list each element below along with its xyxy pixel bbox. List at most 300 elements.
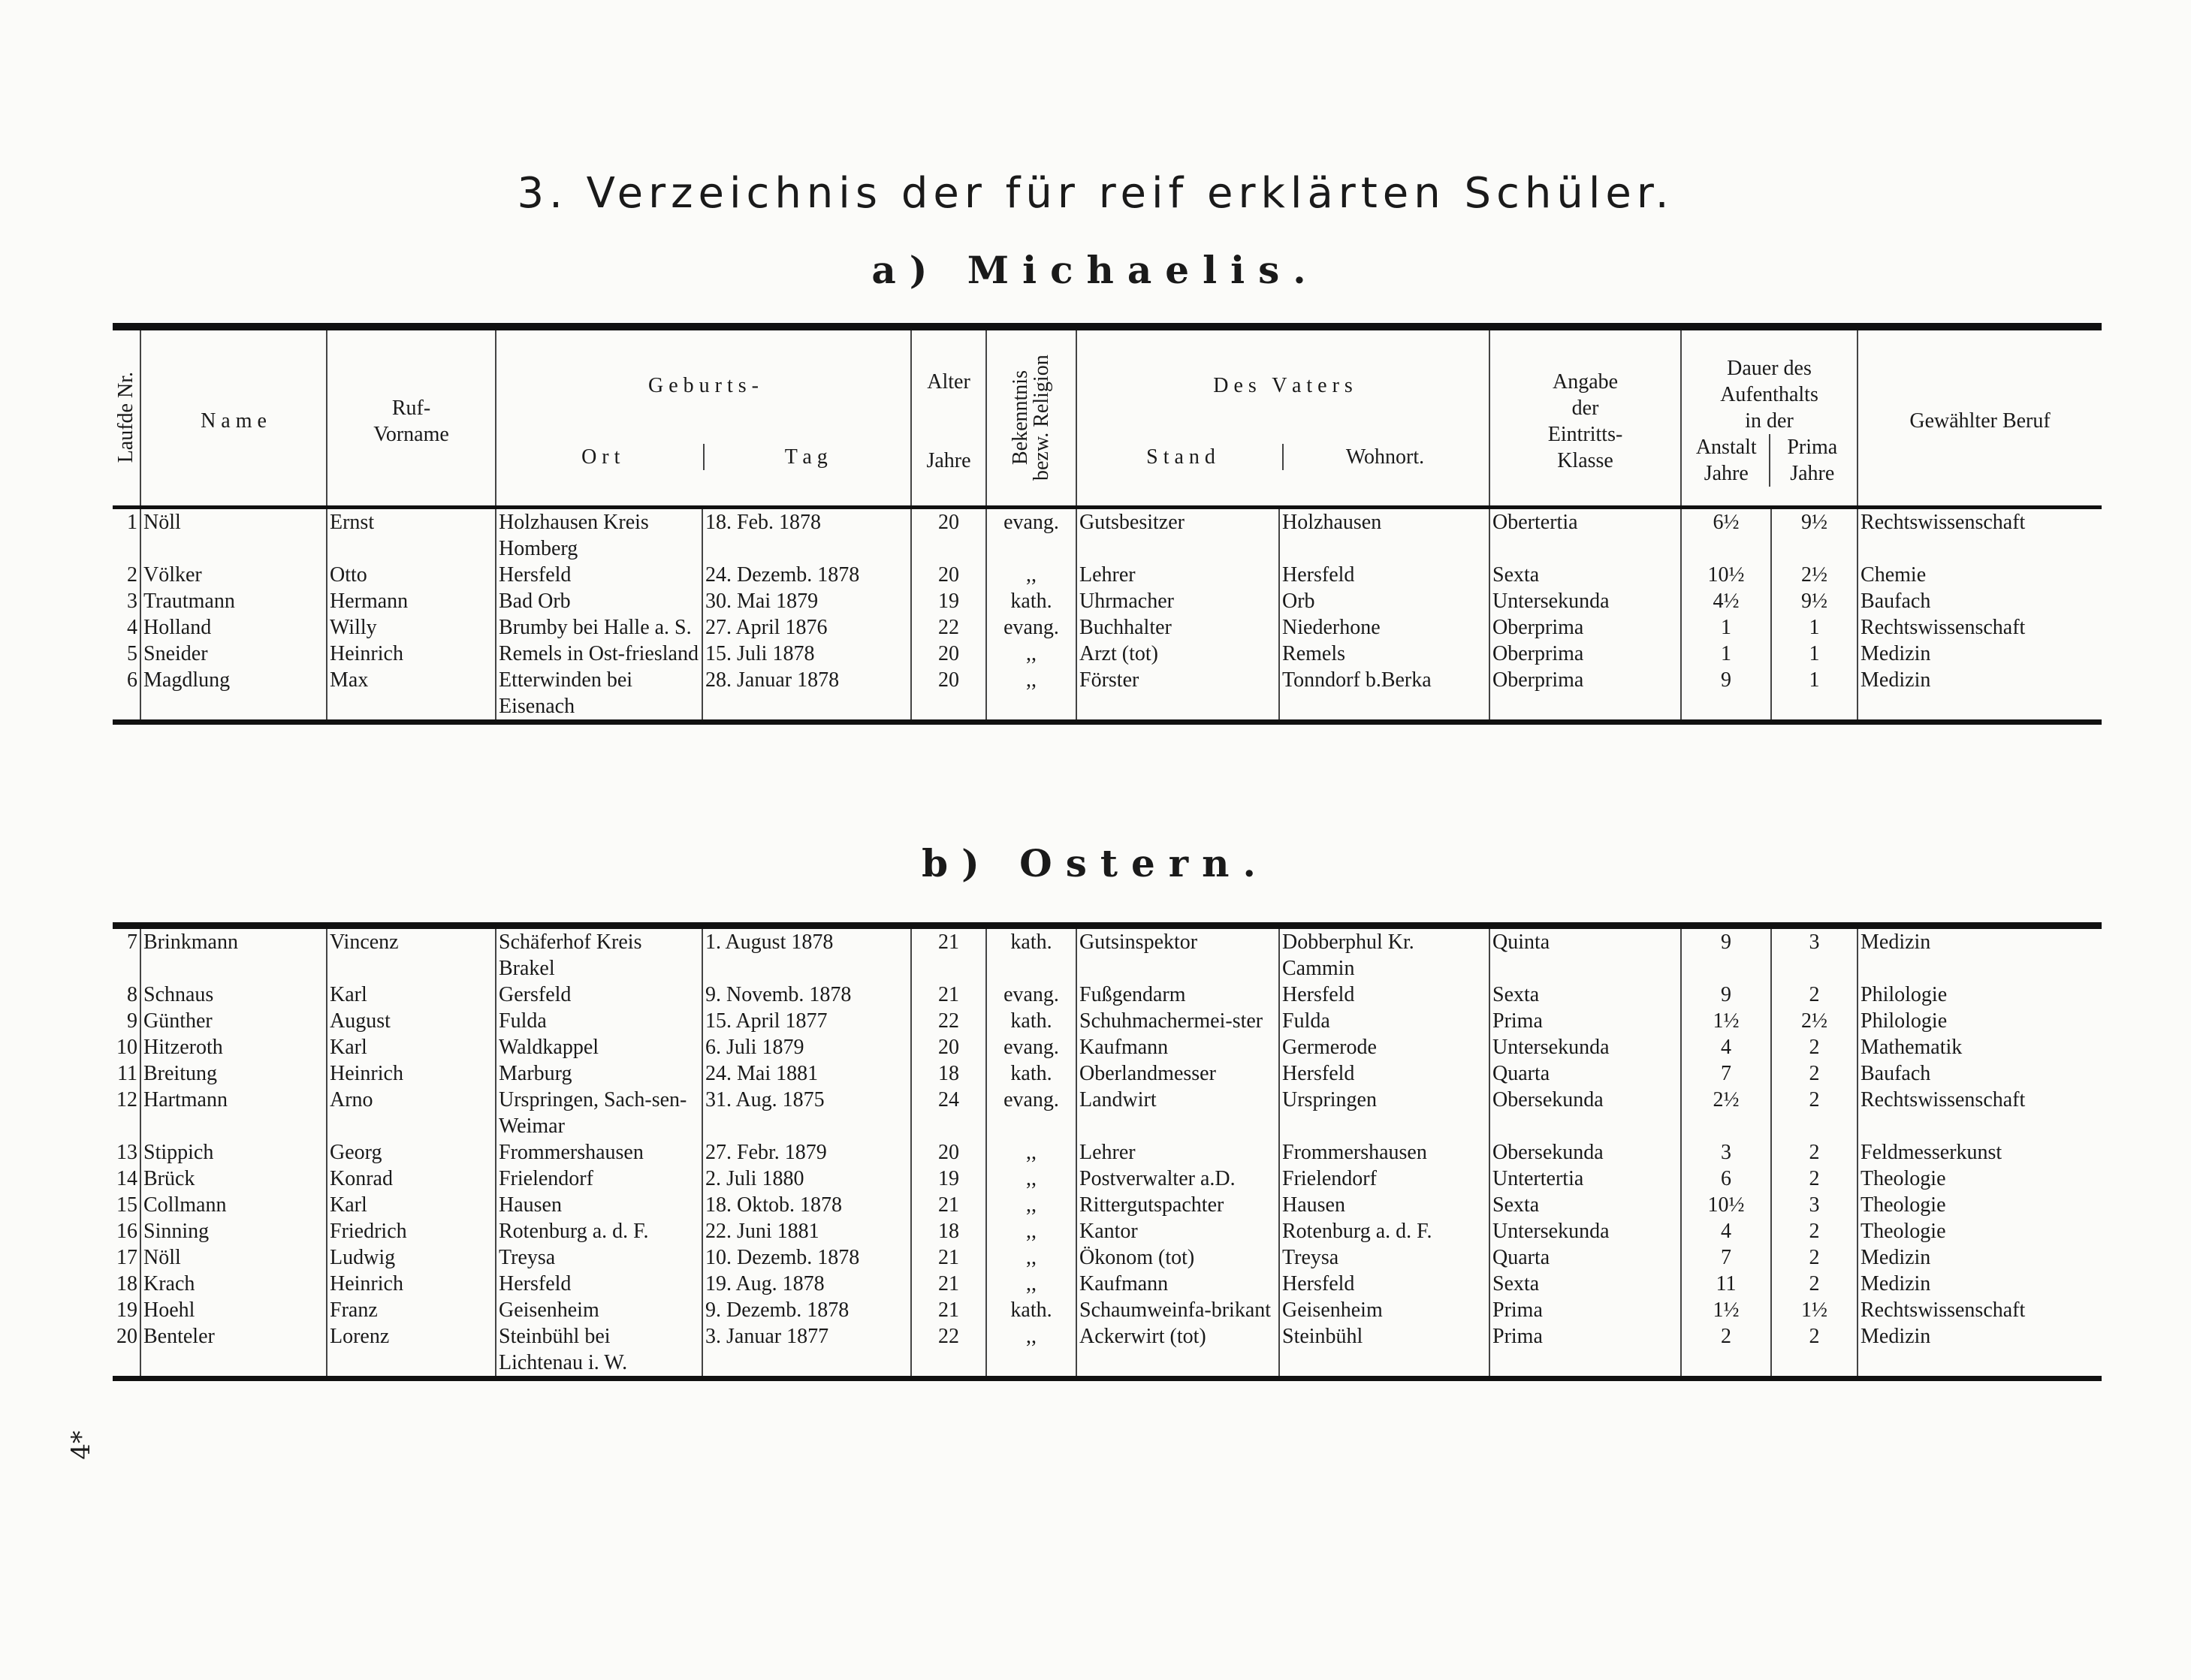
cell-anstalt: 1 — [1681, 641, 1771, 667]
cell-tag: 27. Febr. 1879 — [702, 1139, 911, 1166]
cell-alter: 21 — [911, 1192, 986, 1218]
table-row — [113, 1166, 2102, 1192]
cell-prima: 3 — [1771, 1192, 1858, 1218]
cell-anstalt: 1 — [1681, 614, 1771, 641]
cell-alter: 20 — [911, 667, 986, 722]
cell-beruf: Rechtswissenschaft — [1858, 508, 2102, 563]
cell-vorname: Heinrich — [327, 1271, 496, 1297]
cell-name: Nöll — [140, 1244, 327, 1271]
cell-stand: Arzt (tot) — [1076, 641, 1279, 667]
cell-klasse: Sexta — [1489, 982, 1681, 1008]
cell-prima: 1 — [1771, 667, 1858, 722]
cell-ort: Bad Orb — [496, 588, 702, 614]
cell-nr: 19 — [116, 1298, 137, 1322]
cell-beruf: Medizin — [1858, 926, 2102, 982]
cell-vorname: Ernst — [327, 508, 496, 563]
cell-rel: ,, — [986, 1218, 1076, 1244]
cell-klasse: Quarta — [1489, 1060, 1681, 1087]
cell-wohnort: Frielendorf — [1279, 1166, 1489, 1192]
cell-nr: 13 — [116, 1141, 137, 1164]
cell-beruf: Theologie — [1858, 1192, 2102, 1218]
section-heading-michaelis: a) Michaelis. — [871, 248, 1320, 292]
cell-wohnort: Germerode — [1279, 1034, 1489, 1060]
cell-rel: ,, — [986, 667, 1076, 722]
cell-name: Hitzeroth — [140, 1034, 327, 1060]
cell-ort: Fulda — [496, 1008, 702, 1034]
cell-tag: 19. Aug. 1878 — [702, 1271, 911, 1297]
cell-alter: 21 — [911, 1244, 986, 1271]
cell-name: Günther — [140, 1008, 327, 1034]
table-row — [113, 641, 2102, 667]
cell-prima: 1½ — [1771, 1297, 1858, 1323]
cell-rel: evang. — [986, 982, 1076, 1008]
cell-wohnort: Steinbühl — [1279, 1323, 1489, 1379]
cell-stand: Buchhalter — [1076, 614, 1279, 641]
cell-nr: 3 — [127, 590, 137, 613]
cell-name: Krach — [140, 1271, 327, 1297]
cell-vorname: Franz — [327, 1297, 496, 1323]
cell-rel: ,, — [986, 1323, 1076, 1379]
cell-prima: 2 — [1771, 1034, 1858, 1060]
cell-prima: 2½ — [1771, 1008, 1858, 1034]
cell-ort: Marburg — [496, 1060, 702, 1087]
table-row — [113, 1297, 2102, 1323]
cell-alter: 21 — [911, 982, 986, 1008]
cell-rel: kath. — [986, 926, 1076, 982]
cell-beruf: Theologie — [1858, 1166, 2102, 1192]
cell-stand: Uhrmacher — [1076, 588, 1279, 614]
table-row — [113, 982, 2102, 1008]
header-tag: T a g — [703, 444, 909, 470]
cell-alter: 18 — [911, 1218, 986, 1244]
cell-anstalt: 10½ — [1681, 562, 1771, 588]
cell-stand: Lehrer — [1076, 1139, 1279, 1166]
cell-nr: 20 — [116, 1325, 137, 1348]
cell-tag: 1. August 1878 — [702, 926, 911, 982]
cell-ort: Remels in Ost-friesland — [496, 641, 702, 667]
cell-name: Sneider — [140, 641, 327, 667]
cell-anstalt: 9 — [1681, 667, 1771, 722]
cell-prima: 2 — [1771, 1060, 1858, 1087]
cell-beruf: Mathematik — [1858, 1034, 2102, 1060]
cell-wohnort: Urspringen — [1279, 1087, 1489, 1139]
cell-stand: Postverwalter a.D. — [1076, 1166, 1279, 1192]
cell-tag: 6. Juli 1879 — [702, 1034, 911, 1060]
cell-nr: 4 — [127, 616, 137, 639]
cell-nr: 14 — [116, 1167, 137, 1190]
cell-wohnort: Hersfeld — [1279, 982, 1489, 1008]
cell-name: Holland — [140, 614, 327, 641]
cell-wohnort: Hausen — [1279, 1192, 1489, 1218]
header-bekenntnis: Bekenntnis bezw. Religion — [986, 327, 1076, 508]
cell-alter: 22 — [911, 614, 986, 641]
cell-anstalt: 2½ — [1681, 1087, 1771, 1139]
cell-klasse: Oberprima — [1489, 614, 1681, 641]
cell-tag: 2. Juli 1880 — [702, 1166, 911, 1192]
cell-tag: 9. Dezemb. 1878 — [702, 1297, 911, 1323]
cell-anstalt: 2 — [1681, 1323, 1771, 1379]
cell-rel: kath. — [986, 1297, 1076, 1323]
cell-nr: 11 — [117, 1062, 137, 1085]
cell-stand: Ackerwirt (tot) — [1076, 1323, 1279, 1379]
cell-rel: ,, — [986, 1166, 1076, 1192]
table-row — [113, 508, 2102, 563]
cell-vorname: Ludwig — [327, 1244, 496, 1271]
cell-rel: ,, — [986, 1139, 1076, 1166]
cell-stand: Schaumweinfa-brikant — [1076, 1297, 1279, 1323]
cell-wohnort: Dobberphul Kr. Cammin — [1279, 926, 1489, 982]
cell-ort: Geisenheim — [496, 1297, 702, 1323]
cell-alter: 20 — [911, 1139, 986, 1166]
cell-vorname: Karl — [327, 1192, 496, 1218]
cell-vorname: Vincenz — [327, 926, 496, 982]
table-row — [113, 1008, 2102, 1034]
cell-alter: 21 — [911, 1271, 986, 1297]
cell-ort: Hersfeld — [496, 562, 702, 588]
cell-beruf: Philologie — [1858, 982, 2102, 1008]
cell-anstalt: 1½ — [1681, 1297, 1771, 1323]
cell-alter: 24 — [911, 1087, 986, 1139]
cell-tag: 18. Oktob. 1878 — [702, 1192, 911, 1218]
cell-ort: Steinbühl bei Lichtenau i. W. — [496, 1323, 702, 1379]
cell-stand: Schuhmachermei-ster — [1076, 1008, 1279, 1034]
cell-beruf: Rechtswissenschaft — [1858, 1297, 2102, 1323]
cell-name: Sinning — [140, 1218, 327, 1244]
cell-klasse: Sexta — [1489, 562, 1681, 588]
cell-rel: ,, — [986, 1271, 1076, 1297]
cell-wohnort: Treysa — [1279, 1244, 1489, 1271]
cell-ort: Treysa — [496, 1244, 702, 1271]
header-angabe: Angabe der Eintritts- Klasse — [1489, 327, 1681, 508]
cell-vorname: Willy — [327, 614, 496, 641]
cell-wohnort: Geisenheim — [1279, 1297, 1489, 1323]
cell-vorname: Otto — [327, 562, 496, 588]
cell-name: Hartmann — [140, 1087, 327, 1139]
cell-ort: Urspringen, Sach-sen-Weimar — [496, 1087, 702, 1139]
cell-alter: 20 — [911, 508, 986, 563]
cell-stand: Oberlandmesser — [1076, 1060, 1279, 1087]
cell-vorname: Konrad — [327, 1166, 496, 1192]
header-vater: D e s V a t e r s S t a n d Wohnort. — [1076, 327, 1489, 508]
cell-vorname: Hermann — [327, 588, 496, 614]
cell-prima: 1 — [1771, 641, 1858, 667]
cell-tag: 18. Feb. 1878 — [702, 508, 911, 563]
cell-anstalt: 6 — [1681, 1166, 1771, 1192]
table-row — [113, 588, 2102, 614]
table-row — [113, 614, 2102, 641]
cell-anstalt: 11 — [1681, 1271, 1771, 1297]
table-row — [113, 562, 2102, 588]
cell-ort: Schäferhof Kreis Brakel — [496, 926, 702, 982]
header-beruf: Gewählter Beruf — [1858, 327, 2102, 508]
cell-ort: Waldkappel — [496, 1034, 702, 1060]
cell-wohnort: Fulda — [1279, 1008, 1489, 1034]
table-row — [113, 1060, 2102, 1087]
cell-ort: Etterwinden bei Eisenach — [496, 667, 702, 722]
cell-nr: 10 — [116, 1036, 137, 1059]
cell-tag: 22. Juni 1881 — [702, 1218, 911, 1244]
cell-klasse: Quarta — [1489, 1244, 1681, 1271]
cell-vorname: Georg — [327, 1139, 496, 1166]
cell-alter: 21 — [911, 1297, 986, 1323]
cell-wohnort: Tonndorf b.Berka — [1279, 667, 1489, 722]
cell-klasse: Sexta — [1489, 1192, 1681, 1218]
cell-wohnort: Hersfeld — [1279, 1271, 1489, 1297]
cell-prima: 2 — [1771, 1166, 1858, 1192]
cell-nr: 12 — [116, 1088, 137, 1111]
header-rufvorname: Ruf- Vorname — [327, 327, 496, 508]
cell-tag: 15. Juli 1878 — [702, 641, 911, 667]
cell-beruf: Baufach — [1858, 1060, 2102, 1087]
table-ostern — [113, 922, 2102, 1381]
cell-ort: Frommershausen — [496, 1139, 702, 1166]
cell-prima: 2 — [1771, 1218, 1858, 1244]
cell-klasse: Quinta — [1489, 926, 1681, 982]
cell-anstalt: 10½ — [1681, 1192, 1771, 1218]
cell-wohnort: Hersfeld — [1279, 562, 1489, 588]
cell-stand: Landwirt — [1076, 1087, 1279, 1139]
cell-nr: 15 — [116, 1193, 137, 1217]
cell-ort: Holzhausen Kreis Homberg — [496, 508, 702, 563]
cell-prima: 2 — [1771, 1087, 1858, 1139]
cell-vorname: Heinrich — [327, 641, 496, 667]
cell-nr: 8 — [127, 983, 137, 1006]
cell-alter: 22 — [911, 1323, 986, 1379]
cell-klasse: Obersekunda — [1489, 1139, 1681, 1166]
cell-klasse: Sexta — [1489, 1271, 1681, 1297]
header-dauer: Dauer des Aufenthalts in der Anstalt Jahre Prima Jahre — [1681, 327, 1858, 508]
cell-prima: 2 — [1771, 1271, 1858, 1297]
cell-alter: 18 — [911, 1060, 986, 1087]
table-body-ostern — [113, 926, 2102, 1379]
table-row — [113, 667, 2102, 722]
cell-beruf: Baufach — [1858, 588, 2102, 614]
cell-rel: ,, — [986, 1244, 1076, 1271]
cell-prima: 1 — [1771, 614, 1858, 641]
header-ort: O r t — [581, 445, 620, 469]
cell-name: Hoehl — [140, 1297, 327, 1323]
cell-alter: 22 — [911, 1008, 986, 1034]
cell-nr: 6 — [127, 668, 137, 692]
cell-stand: Gutsbesitzer — [1076, 508, 1279, 563]
table-body-michaelis — [113, 508, 2102, 722]
cell-beruf: Medizin — [1858, 641, 2102, 667]
cell-beruf: Medizin — [1858, 1323, 2102, 1379]
cell-anstalt: 4 — [1681, 1218, 1771, 1244]
cell-ort: Frielendorf — [496, 1166, 702, 1192]
cell-rel: ,, — [986, 562, 1076, 588]
cell-beruf: Medizin — [1858, 1271, 2102, 1297]
cell-wohnort: Rotenburg a. d. F. — [1279, 1218, 1489, 1244]
cell-vorname: Lorenz — [327, 1323, 496, 1379]
cell-vorname: Arno — [327, 1087, 496, 1139]
cell-vorname: Max — [327, 667, 496, 722]
cell-klasse: Untersekunda — [1489, 588, 1681, 614]
cell-klasse: Obertertia — [1489, 508, 1681, 563]
cell-vorname: August — [327, 1008, 496, 1034]
section-heading-ostern: b) Ostern. — [922, 841, 1269, 885]
cell-name: Völker — [140, 562, 327, 588]
cell-name: Schnaus — [140, 982, 327, 1008]
cell-prima: 3 — [1771, 926, 1858, 982]
cell-beruf: Rechtswissenschaft — [1858, 1087, 2102, 1139]
cell-alter: 20 — [911, 641, 986, 667]
cell-nr: 5 — [127, 642, 137, 665]
cell-stand: Gutsinspektor — [1076, 926, 1279, 982]
cell-nr: 2 — [127, 563, 137, 587]
cell-nr: 16 — [116, 1220, 137, 1243]
cell-klasse: Untertertia — [1489, 1166, 1681, 1192]
cell-klasse: Prima — [1489, 1008, 1681, 1034]
table-row — [113, 1087, 2102, 1139]
cell-klasse: Oberprima — [1489, 641, 1681, 667]
table-row — [113, 1192, 2102, 1218]
cell-tag: 3. Januar 1877 — [702, 1323, 911, 1379]
cell-stand: Kaufmann — [1076, 1271, 1279, 1297]
cell-name: Stippich — [140, 1139, 327, 1166]
cell-nr: 7 — [127, 930, 137, 954]
table-row — [113, 1139, 2102, 1166]
cell-alter: 19 — [911, 1166, 986, 1192]
cell-beruf: Chemie — [1858, 562, 2102, 588]
cell-klasse: Obersekunda — [1489, 1087, 1681, 1139]
cell-tag: 15. April 1877 — [702, 1008, 911, 1034]
cell-name: Brinkmann — [140, 926, 327, 982]
header-alter: Alter Jahre — [911, 327, 986, 508]
header-nr: Laufde Nr. — [113, 327, 140, 508]
cell-beruf: Rechtswissenschaft — [1858, 614, 2102, 641]
cell-wohnort: Orb — [1279, 588, 1489, 614]
cell-stand: Rittergutspachter — [1076, 1192, 1279, 1218]
cell-wohnort: Niederhone — [1279, 614, 1489, 641]
cell-beruf: Theologie — [1858, 1218, 2102, 1244]
cell-stand: Lehrer — [1076, 562, 1279, 588]
cell-alter: 20 — [911, 562, 986, 588]
cell-anstalt: 1½ — [1681, 1008, 1771, 1034]
cell-tag: 27. April 1876 — [702, 614, 911, 641]
cell-tag: 28. Januar 1878 — [702, 667, 911, 722]
cell-klasse: Untersekunda — [1489, 1218, 1681, 1244]
cell-name: Trautmann — [140, 588, 327, 614]
cell-ort: Hausen — [496, 1192, 702, 1218]
cell-tag: 31. Aug. 1875 — [702, 1087, 911, 1139]
table-row — [113, 1271, 2102, 1297]
cell-vorname: Friedrich — [327, 1218, 496, 1244]
cell-name: Nöll — [140, 508, 327, 563]
cell-rel: evang. — [986, 1034, 1076, 1060]
cell-vorname: Heinrich — [327, 1060, 496, 1087]
cell-vorname: Karl — [327, 982, 496, 1008]
cell-stand: Kantor — [1076, 1218, 1279, 1244]
cell-tag: 9. Novemb. 1878 — [702, 982, 911, 1008]
cell-wohnort: Frommershausen — [1279, 1139, 1489, 1166]
cell-tag: 24. Dezemb. 1878 — [702, 562, 911, 588]
cell-klasse: Prima — [1489, 1297, 1681, 1323]
cell-vorname: Karl — [327, 1034, 496, 1060]
cell-nr: 18 — [116, 1272, 137, 1295]
table-row — [113, 1034, 2102, 1060]
cell-prima: 2 — [1771, 1323, 1858, 1379]
header-anstalt: Anstalt Jahre — [1695, 436, 1757, 485]
table-header — [113, 327, 2102, 508]
cell-prima: 2 — [1771, 1244, 1858, 1271]
cell-alter: 21 — [911, 926, 986, 982]
cell-stand: Fußgendarm — [1076, 982, 1279, 1008]
table-row — [113, 926, 2102, 982]
cell-wohnort: Hersfeld — [1279, 1060, 1489, 1087]
cell-klasse: Untersekunda — [1489, 1034, 1681, 1060]
cell-nr: 17 — [116, 1246, 137, 1269]
header-wohnort: Wohnort. — [1282, 444, 1486, 470]
cell-anstalt: 9 — [1681, 982, 1771, 1008]
cell-klasse: Prima — [1489, 1323, 1681, 1379]
cell-beruf: Feldmesserkunst — [1858, 1139, 2102, 1166]
cell-anstalt: 9 — [1681, 926, 1771, 982]
page-title: 3. Verzeichnis der für reif erklärten Schüler. — [517, 169, 1674, 218]
cell-prima: 2 — [1771, 1139, 1858, 1166]
table-row — [113, 1218, 2102, 1244]
cell-anstalt: 4 — [1681, 1034, 1771, 1060]
cell-prima: 9½ — [1771, 508, 1858, 563]
cell-rel: ,, — [986, 641, 1076, 667]
cell-ort: Gersfeld — [496, 982, 702, 1008]
cell-tag: 30. Mai 1879 — [702, 588, 911, 614]
cell-beruf: Medizin — [1858, 667, 2102, 722]
header-geburts: G e b u r t s - O r t T a g — [496, 327, 911, 508]
cell-stand: Ökonom (tot) — [1076, 1244, 1279, 1271]
cell-beruf: Philologie — [1858, 1008, 2102, 1034]
cell-prima: 2½ — [1771, 562, 1858, 588]
cell-anstalt: 6½ — [1681, 508, 1771, 563]
cell-stand: Kaufmann — [1076, 1034, 1279, 1060]
cell-rel: kath. — [986, 1060, 1076, 1087]
cell-rel: kath. — [986, 1008, 1076, 1034]
header-prima: Prima Jahre — [1769, 434, 1855, 487]
cell-nr: 1 — [127, 511, 137, 534]
cell-alter: 20 — [911, 1034, 986, 1060]
cell-alter: 19 — [911, 588, 986, 614]
cell-wohnort: Holzhausen — [1279, 508, 1489, 563]
cell-rel: evang. — [986, 614, 1076, 641]
cell-anstalt: 7 — [1681, 1244, 1771, 1271]
cell-name: Benteler — [140, 1323, 327, 1379]
header-stand: S t a n d — [1146, 445, 1215, 469]
cell-name: Breitung — [140, 1060, 327, 1087]
cell-name: Collmann — [140, 1192, 327, 1218]
cell-ort: Rotenburg a. d. F. — [496, 1218, 702, 1244]
table-row — [113, 1244, 2102, 1271]
table-michaelis — [113, 323, 2102, 725]
cell-anstalt: 3 — [1681, 1139, 1771, 1166]
cell-rel: evang. — [986, 508, 1076, 563]
page-number: 4* — [66, 1431, 96, 1460]
header-name: N a m e — [140, 327, 327, 508]
cell-anstalt: 4½ — [1681, 588, 1771, 614]
cell-rel: kath. — [986, 588, 1076, 614]
cell-ort: Hersfeld — [496, 1271, 702, 1297]
cell-prima: 9½ — [1771, 588, 1858, 614]
cell-wohnort: Remels — [1279, 641, 1489, 667]
cell-prima: 2 — [1771, 982, 1858, 1008]
cell-name: Magdlung — [140, 667, 327, 722]
cell-klasse: Oberprima — [1489, 667, 1681, 722]
cell-tag: 10. Dezemb. 1878 — [702, 1244, 911, 1271]
cell-name: Brück — [140, 1166, 327, 1192]
cell-tag: 24. Mai 1881 — [702, 1060, 911, 1087]
cell-rel: evang. — [986, 1087, 1076, 1139]
cell-anstalt: 7 — [1681, 1060, 1771, 1087]
cell-stand: Förster — [1076, 667, 1279, 722]
